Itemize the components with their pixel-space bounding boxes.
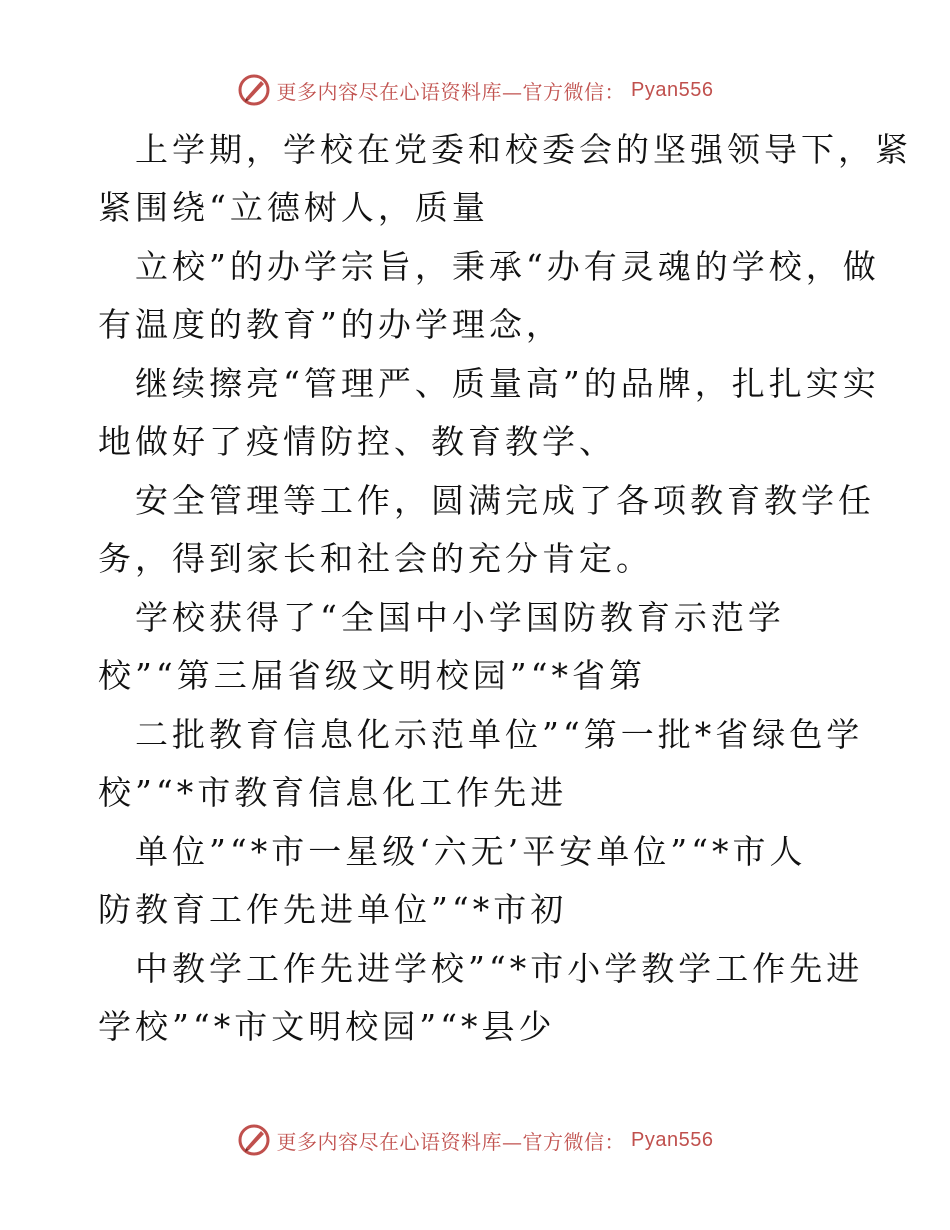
text-line: 地做好了疫情防控、教育教学、 [98, 422, 616, 461]
text-line: 中教学工作先进学校”“*市小学教学工作先进 [135, 949, 864, 988]
header-banner-wechat: Pyan556 [631, 78, 714, 101]
text-line: 务，得到家长和社会的充分肯定。 [98, 539, 653, 578]
footer-banner-wechat: Pyan556 [631, 1128, 714, 1151]
text-line: 学校获得了“全国中小学国防教育示范学 [135, 598, 785, 637]
text-line: 校”“第三届省级文明校园”“*省第 [98, 656, 646, 695]
text-line: 校”“*市教育信息化工作先进 [98, 773, 568, 812]
footer-banner-inner [237, 1123, 714, 1157]
header-banner-text: 更多内容尽在心语资料库—官方微信： [276, 79, 626, 104]
text-line: 继续擦亮“管理严、质量高”的品牌，扎扎实实 [135, 364, 880, 403]
text-line: 单位”“*市一星级‘六无’平安单位”“*市人 [135, 832, 807, 871]
header-banner [0, 70, 950, 110]
text-line: 上学期，学校在党委和校委会的坚强领导下，紧 [135, 130, 912, 169]
text-line: 学校”“*市文明校园”“*县少 [98, 1007, 556, 1046]
pen-logo-icon [237, 1123, 271, 1157]
text-line: 紧围绕“立德树人，质量 [98, 188, 489, 227]
text-line: 防教育工作先进单位”“*市初 [98, 890, 568, 929]
text-line: 有温度的教育”的办学理念， [98, 305, 563, 344]
pen-logo-icon [237, 73, 271, 107]
text-line: 安全管理等工作，圆满完成了各项教育教学任 [135, 481, 875, 520]
text-line: 立校”的办学宗旨，秉承“办有灵魂的学校，做 [135, 247, 880, 286]
header-banner-inner [237, 73, 714, 107]
footer-banner-text: 更多内容尽在心语资料库—官方微信： [276, 1129, 626, 1154]
footer-banner [0, 1120, 950, 1160]
text-line: 二批教育信息化示范单位”“第一批*省绿色学 [135, 715, 864, 754]
